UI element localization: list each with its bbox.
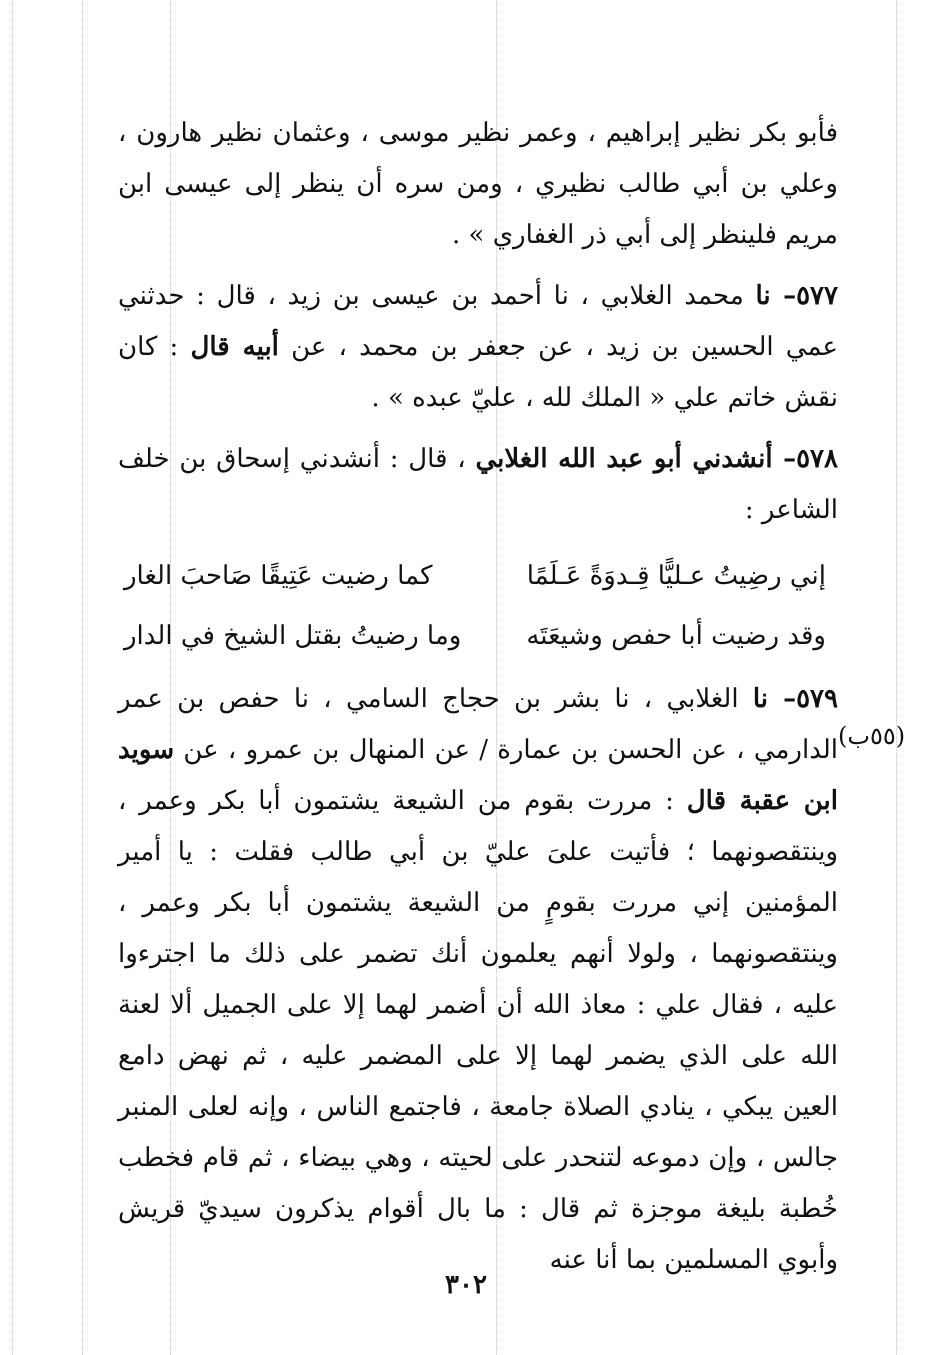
scan-guide-line <box>12 0 13 1355</box>
paragraph-text: محمد الغلابي ، نا أحمد بن عيسى بن زيد ، قال : حدثني عمي الحسين بن زيد ، عن جعفر بن محمد ، عن <box>118 281 838 362</box>
poem-verse <box>118 546 838 606</box>
bold-phrase: سويد ابن عقبة قال <box>118 735 838 816</box>
verse-second-hemistich: كما رضيت عَتِيقًا صَاحبَ الغار <box>124 561 433 591</box>
verse-first-hemistich: إني رضِيتُ عـليًّا قِـدوَةً عَـلَمًا <box>526 561 826 591</box>
verse-second-hemistich: وما رضيتُ بقتل الشيخ في الدار <box>124 621 462 651</box>
paragraph-579 <box>118 674 838 1286</box>
page-body <box>118 108 838 1296</box>
scan-guide-line <box>896 0 897 1355</box>
paragraph-577 <box>118 271 838 424</box>
hadith-number: ٥٧٧– نا <box>755 281 838 311</box>
scan-guide-line <box>82 0 83 1355</box>
paragraph-text: الغلابي ، نا بشر بن حجاج السامي ، نا حفص بن عمر الدارمي ، عن الحسن بن عمارة / عن المنهال بن عمرو ، عن <box>118 684 838 765</box>
verse-first-hemistich: وقد رضيت أبا حفص وشيعَتَه <box>526 621 826 651</box>
paragraph-text: : كان نقش خاتم علي « الملك لله ، عليّ عبده » . <box>118 332 838 413</box>
hadith-number: ٥٧٨– أنشدني <box>692 444 838 474</box>
paragraph-578 <box>118 434 838 536</box>
poem <box>118 546 838 666</box>
bold-phrase: أبو عبد الله الغلابي <box>475 444 693 474</box>
bold-phrase: أبيه قال <box>190 332 279 362</box>
paragraph-576-end <box>118 108 838 261</box>
page-number: ٣٠٢ <box>445 1270 487 1300</box>
paragraph-text: : مررت بقوم من الشيعة يشتمون أبا بكر وعمر ، وينتقصونهما ؛ فأتيت علىَ عليّ بن أبي طالب فقلت : يا أمير المؤمنين إني مررت بقومٍ من الشيعة يشتمون أبا بكر وعمر ، وينتقصونهما ، ولولا أنهم يعلمون أنك تضمر على ذلك ما اجترءوا عليه ، فقال علي : معاذ الله أن أضمر لهما إلا على الجميل ألا لعنة الله على الذي يضمر لهما إلا على المضمر عليه ، ثم نهض دامع العين يبكي ، ينادي الصلاة جامعة ، فاجتمع الناس ، وإنه لعلى المنبر جالس ، وإن دموعه لتنحدر على لحيته ، وهي بيضاء ، ثم قام فخطب خُطبة بليغة موجزة ثم قال : ما بال أقوام يذكرون سيديّ قريش وأبوي المسلمين بما أنا عنه <box>118 786 838 1275</box>
poem-verse <box>118 606 838 666</box>
paragraph-text: فأبو بكر نظير إبراهيم ، وعمر نظير موسى ، وعثمان نظير هارون ، وعلي بن أبي طالب نظيري ، ومن سره أن ينظر إلى عيسى ابن مريم فلينظر إلى أبي ذر الغفاري » . <box>118 118 838 250</box>
hadith-number: ٥٧٩– نا <box>752 684 838 714</box>
manuscript-folio-marker: (٥٥ب) <box>838 722 906 750</box>
paragraph-text: ، قال : أنشدني إسحاق بن خلف الشاعر : <box>118 444 838 525</box>
